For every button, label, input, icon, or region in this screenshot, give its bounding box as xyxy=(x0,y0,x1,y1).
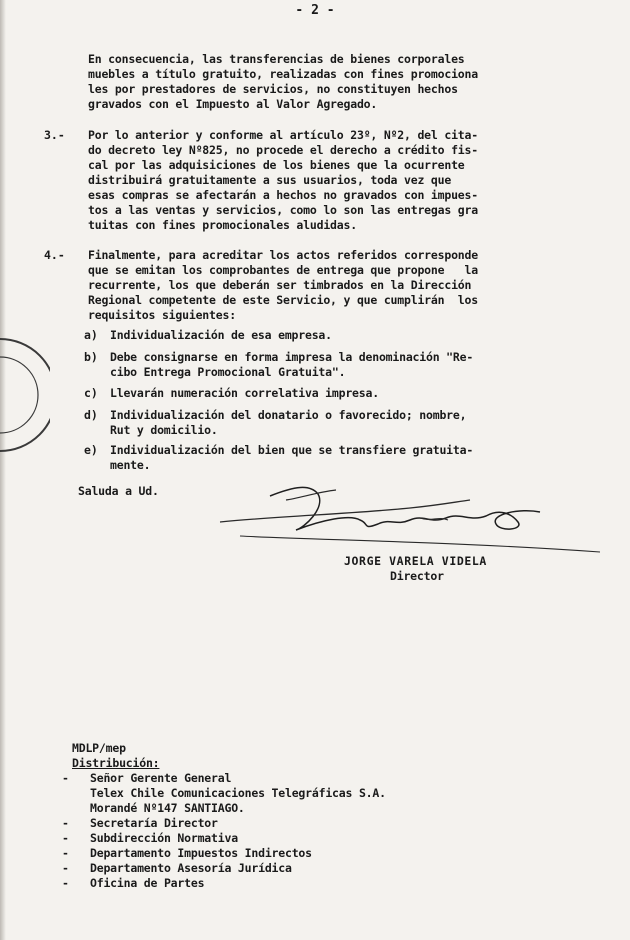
paragraph-number-3: 3.- xyxy=(44,128,65,142)
bullet: - xyxy=(62,831,69,845)
page-number: - 2 - xyxy=(295,3,335,18)
distribution-item xyxy=(90,861,292,876)
paragraph-intro xyxy=(88,52,478,112)
requisito-d xyxy=(110,408,466,438)
item-letter: d) xyxy=(84,408,98,422)
text-line: requisitos siguientes: xyxy=(88,308,236,322)
official-stamp-seal xyxy=(0,330,50,460)
text-line: Departamento Impuestos Indirectos xyxy=(90,846,312,860)
text-line: Llevarán numeración correlativa impresa. xyxy=(110,386,379,400)
text-line: Oficina de Partes xyxy=(90,876,205,890)
text-line: tos a las ventas y servicios, como lo son las entregas gra xyxy=(88,203,478,217)
text-line: muebles a título gratuito, realizadas con fines promociona xyxy=(88,67,478,81)
text-line: distribuirá gratuitamente a sus usuarios, toda vez que xyxy=(88,173,452,187)
distribution-item xyxy=(90,846,312,861)
text-line: Individualización del donatario o favorecido; nombre, xyxy=(110,408,467,422)
distribution-item xyxy=(90,816,218,831)
text-line: cibo Entrega Promocional Gratuita". xyxy=(110,365,346,379)
handwritten-signature xyxy=(200,478,610,558)
text-line: Rut y domicilio. xyxy=(110,423,218,437)
paragraph-number-4: 4.- xyxy=(44,248,65,262)
signatory-title: Director xyxy=(390,569,444,583)
requisito-c xyxy=(110,386,379,401)
bullet: - xyxy=(62,816,69,830)
text-line: que se emitan los comprobantes de entrega que propone la xyxy=(88,263,478,277)
distribution-item xyxy=(90,831,238,846)
signatory-name: JORGE VARELA VIDELA xyxy=(344,554,487,568)
text-line: tuitas con fines promocionales aludidas. xyxy=(88,218,357,232)
text-line: Individualización de esa empresa. xyxy=(110,328,332,342)
text-line: En consecuencia, las transferencias de bienes corporales xyxy=(88,52,465,66)
text-line: do decreto ley Nº825, no procede el derecho a crédito fis- xyxy=(88,143,478,157)
text-line: recurrente, los que deberán ser timbrados en la Dirección xyxy=(88,278,472,292)
text-line: Por lo anterior y conforme al artículo 23º, Nº2, del cita- xyxy=(88,128,478,142)
bullet: - xyxy=(62,876,69,890)
text-line: cal por las adquisiciones de los bienes que la ocurrente xyxy=(88,158,465,172)
text-line: gravados con el Impuesto al Valor Agregado. xyxy=(88,97,378,111)
item-letter: e) xyxy=(84,443,98,457)
distribution-heading: Distribución: xyxy=(72,756,160,770)
text-line: mente. xyxy=(110,458,151,472)
reference-initials: MDLP/mep xyxy=(72,741,126,755)
item-letter: b) xyxy=(84,350,98,364)
distribution-item xyxy=(90,771,386,816)
scan-edge-shadow xyxy=(0,0,6,940)
text-line: Debe consignarse en forma impresa la denominación "Re- xyxy=(110,350,474,364)
bullet: - xyxy=(62,771,69,785)
text-line: Finalmente, para acreditar los actos referidos corresponde xyxy=(88,248,478,262)
text-line: les por prestadores de servicios, no constituyen hechos xyxy=(88,82,458,96)
paragraph-3 xyxy=(88,128,478,233)
text-line: Telex Chile Comunicaciones Telegráficas S.A. xyxy=(90,786,386,800)
text-line: Subdirección Normativa xyxy=(90,831,238,845)
text-line: Regional competente de este Servicio, y que cumplirán los xyxy=(88,293,478,307)
text-line: Departamento Asesoría Jurídica xyxy=(90,861,292,875)
text-line: Señor Gerente General xyxy=(90,771,232,785)
item-letter: c) xyxy=(84,386,98,400)
item-letter: a) xyxy=(84,328,98,342)
text-line: esas compras se afectarán a hechos no gravados con impues- xyxy=(88,188,478,202)
bullet: - xyxy=(62,846,69,860)
requisito-b xyxy=(110,350,473,380)
distribution-item xyxy=(90,876,204,891)
bullet: - xyxy=(62,861,69,875)
text-line: Secretaría Director xyxy=(90,816,218,830)
closing-salutation: Saluda a Ud. xyxy=(78,484,159,498)
paragraph-4 xyxy=(88,248,478,323)
text-line: Morandé Nº147 SANTIAGO. xyxy=(90,801,245,815)
requisito-a xyxy=(110,328,332,343)
requisito-e xyxy=(110,443,473,473)
text-line: Individualización del bien que se transfiere gratuita- xyxy=(110,443,474,457)
